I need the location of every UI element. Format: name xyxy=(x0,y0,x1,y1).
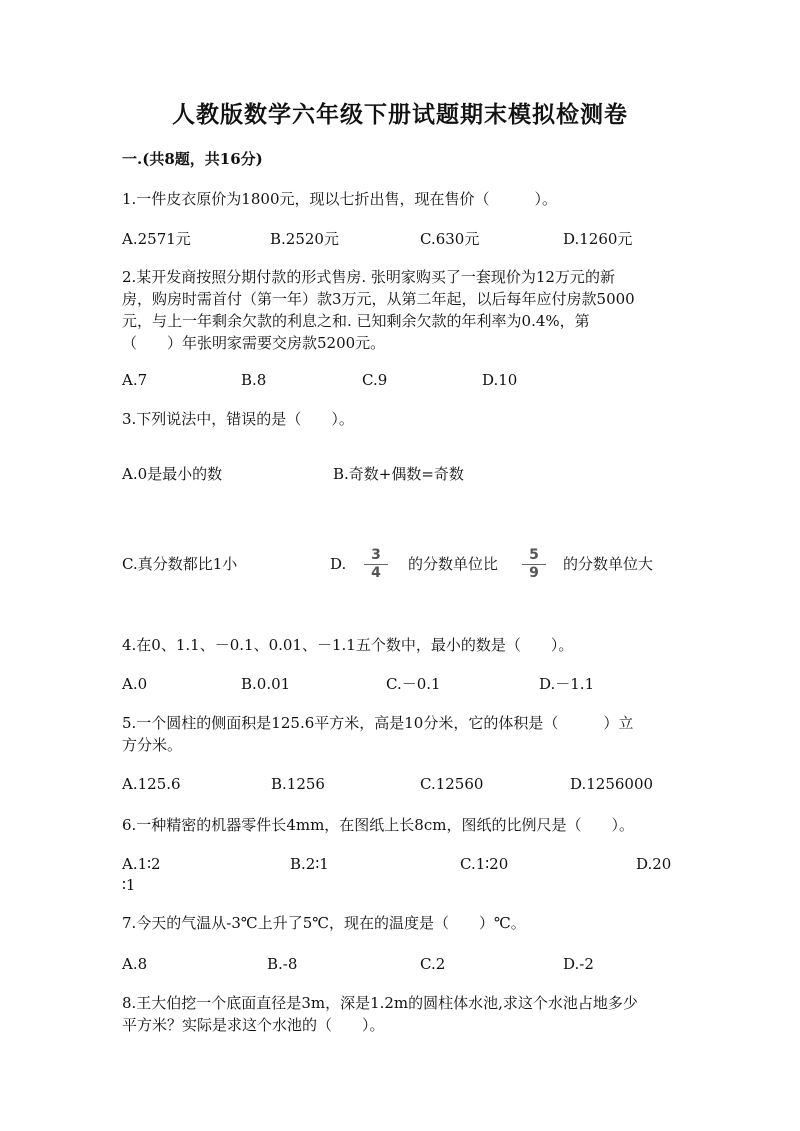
q7-option-d: D.-2 xyxy=(563,955,594,973)
q1-option-d: D.1260元 xyxy=(563,230,633,248)
q7-option-c: C.2 xyxy=(420,955,446,973)
q2-option-d: D.10 xyxy=(482,371,518,389)
q3-option-d-mid: 的分数单位比 xyxy=(408,555,499,573)
q8-line-1: 8.王大伯挖一个底面直径是3m，深是1.2m的圆柱体水池,求这个水池占地多少 xyxy=(122,994,638,1012)
q7-option-b: B.-8 xyxy=(267,955,298,973)
q2-line-2: 房，购房时需首付（第一年）款3万元，从第二年起，以后每年应付房款5000 xyxy=(122,290,635,308)
q6-option-a: A.1∶2 xyxy=(122,855,161,873)
q2-option-a: A.7 xyxy=(122,371,148,389)
question-6: 6.一种精密的机器零件长4mm，在图纸上长8cm，图纸的比例尺是（ ）。 xyxy=(122,816,634,834)
q5-option-d: D.1256000 xyxy=(570,775,654,793)
q1-option-b: B.2520元 xyxy=(270,230,339,248)
q4-option-a: A.0 xyxy=(122,675,148,693)
q2-option-b: B.8 xyxy=(241,371,267,389)
q2-line-4: （ ）年张明家需要交房款5200元。 xyxy=(122,334,386,352)
q6-option-b: B.2∶1 xyxy=(290,855,329,873)
question-5 xyxy=(122,712,682,756)
q4-option-c: C.－0.1 xyxy=(386,675,441,693)
q5-line-1: 5.一个圆柱的侧面积是125.6平方米，高是10分米，它的体积是（ ）立 xyxy=(122,714,634,732)
q4-option-b: B.0.01 xyxy=(241,675,291,693)
section-heading: 一.(共8题，共16分) xyxy=(122,150,263,168)
q3-option-c: C.真分数都比1小 xyxy=(122,555,238,573)
q6-option-c: C.1∶20 xyxy=(460,855,509,873)
fraction-three-quarters xyxy=(364,547,388,582)
question-7: 7.今天的气温从-3℃上升了5℃，现在的温度是（ ）℃。 xyxy=(122,914,526,932)
q2-line-3: 元，与上一年剩余欠款的利息之和. 已知剩余欠款的年利率为0.4%，第 xyxy=(122,312,590,330)
q8-line-2: 平方米？实际是求这个水池的（ ）。 xyxy=(122,1016,385,1034)
q2-line-1: 2.某开发商按照分期付款的形式售房. 张明家购买了一套现价为12万元的新 xyxy=(122,268,615,286)
q3-option-d-label: D. xyxy=(330,555,347,573)
question-3: 3.下列说法中，错误的是（ ）。 xyxy=(122,410,354,428)
question-2 xyxy=(122,266,682,354)
q2-option-c: C.9 xyxy=(362,371,388,389)
fraction-2-denominator: 9 xyxy=(529,565,539,581)
page-title: 人教版数学六年级下册试题期末模拟检测卷 xyxy=(172,101,628,128)
question-1: 1.一件皮衣原价为1800元，现以七折出售，现在售价（ ）。 xyxy=(122,190,557,208)
q6-option-d-wrap: ∶1 xyxy=(122,876,136,894)
q3-option-d-suffix: 的分数单位大 xyxy=(563,555,654,573)
question-4: 4.在0、1.1、－0.1、0.01、－1.1五个数中，最小的数是（ ）。 xyxy=(122,636,574,654)
q5-option-c: C.12560 xyxy=(420,775,484,793)
fraction-2-numerator: 5 xyxy=(522,547,546,565)
q4-option-d: D.－1.1 xyxy=(539,675,595,693)
q1-option-c: C.630元 xyxy=(420,230,480,248)
fraction-five-ninths xyxy=(522,547,546,582)
q5-option-a: A.125.6 xyxy=(122,775,181,793)
q1-option-a: A.2571元 xyxy=(122,230,191,248)
question-8 xyxy=(122,992,682,1036)
q5-option-b: B.1256 xyxy=(271,775,325,793)
q3-option-a: A.0是最小的数 xyxy=(122,465,223,483)
q7-option-a: A.8 xyxy=(122,955,148,973)
q6-option-d: D.20 xyxy=(636,855,672,873)
fraction-1-numerator: 3 xyxy=(364,547,388,565)
fraction-1-denominator: 4 xyxy=(371,565,381,581)
q5-line-2: 方分米。 xyxy=(122,736,183,754)
q3-option-b: B.奇数+偶数=奇数 xyxy=(333,465,464,483)
